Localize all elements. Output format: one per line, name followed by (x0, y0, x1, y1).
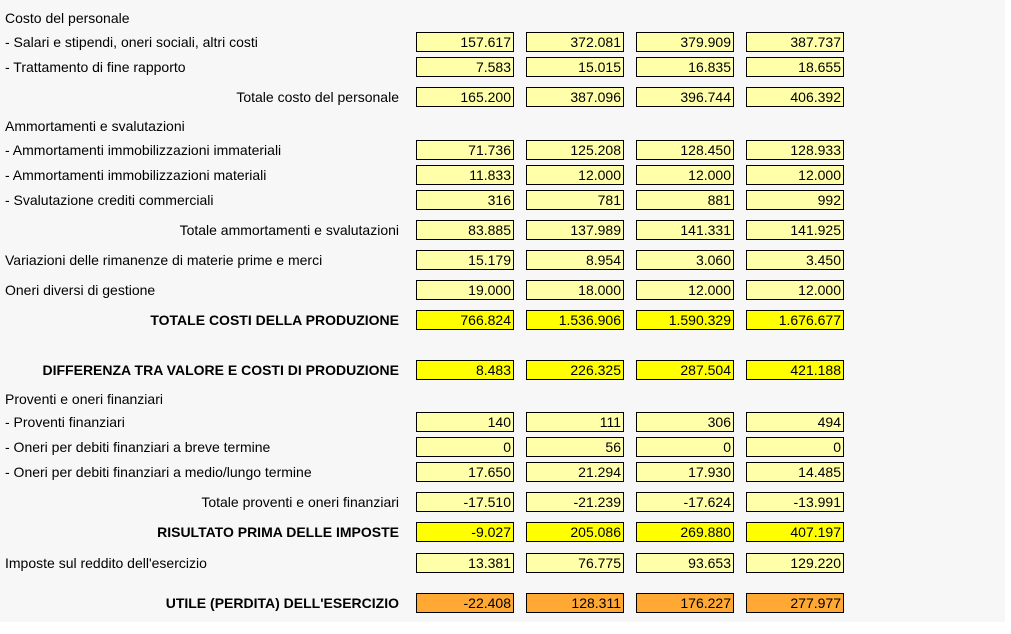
row-label: Ammortamenti e svalutazioni (5, 118, 185, 134)
row-label: Totale proventi e oneri finanziari (201, 494, 399, 510)
value-cell[interactable] (416, 593, 514, 613)
value-text: 3.060 (695, 252, 731, 268)
value-cell[interactable] (636, 220, 734, 240)
value-text: 17.650 (468, 464, 511, 480)
row-label: - Svalutazione crediti commerciali (5, 192, 214, 208)
value-cell[interactable] (416, 280, 514, 300)
row-label: - Salari e stipendi, oneri sociali, altri costi (5, 34, 258, 50)
value-text: 992 (817, 192, 841, 208)
value-text: 11.833 (469, 167, 511, 183)
value-text: 140 (487, 414, 511, 430)
value-text: 13.381 (468, 555, 511, 571)
value-cell[interactable] (636, 32, 734, 52)
value-text: 21.294 (578, 464, 621, 480)
value-cell[interactable] (416, 140, 514, 160)
value-text: 316 (487, 192, 511, 208)
value-text: 157.617 (460, 34, 511, 50)
value-text: 165.200 (460, 89, 511, 105)
value-cell[interactable] (746, 280, 844, 300)
value-cell[interactable] (636, 310, 734, 330)
value-text: 421.188 (790, 362, 841, 378)
value-text: 17.930 (688, 464, 731, 480)
value-text: 8.483 (475, 362, 511, 378)
value-text: 111 (599, 414, 621, 430)
table-row (0, 8, 1005, 28)
value-cell[interactable] (526, 593, 624, 613)
value-text: 287.504 (680, 362, 731, 378)
table-row (0, 116, 1005, 136)
value-text: 0 (723, 439, 731, 455)
value-text: 881 (707, 192, 731, 208)
value-text: 128.450 (680, 142, 731, 158)
value-cell[interactable] (636, 522, 734, 542)
value-cell[interactable] (636, 593, 734, 613)
value-text: -17.624 (683, 494, 731, 510)
value-text: 1.536.906 (558, 312, 621, 328)
row-label: - Proventi finanziari (5, 414, 125, 430)
row-label: Totale costo del personale (236, 89, 399, 105)
value-cell[interactable] (636, 437, 734, 457)
table-row (0, 310, 1005, 330)
value-text: 12.000 (578, 167, 621, 183)
value-cell[interactable] (746, 593, 844, 613)
table-row (0, 412, 1005, 432)
value-text: 3.450 (805, 252, 841, 268)
value-text: 137.989 (570, 222, 621, 238)
value-cell[interactable] (636, 462, 734, 482)
value-text: 781 (597, 192, 621, 208)
value-cell[interactable] (416, 462, 514, 482)
value-cell[interactable] (746, 412, 844, 432)
value-text: 226.325 (570, 362, 621, 378)
value-text: 71.736 (468, 142, 511, 158)
value-cell[interactable] (416, 190, 514, 210)
value-text: -21.239 (573, 494, 621, 510)
value-text: 407.197 (790, 524, 841, 540)
value-cell[interactable] (526, 522, 624, 542)
value-cell[interactable] (416, 522, 514, 542)
value-cell[interactable] (526, 553, 624, 573)
value-cell[interactable] (526, 412, 624, 432)
value-text: -17.510 (463, 494, 511, 510)
table-row (0, 360, 1005, 380)
table-row (0, 220, 1005, 240)
value-cell[interactable] (636, 492, 734, 512)
value-cell[interactable] (746, 165, 844, 185)
row-label: - Oneri per debiti finanziari a medio/lungo termine (5, 464, 312, 480)
table-row (0, 250, 1005, 270)
value-text: 176.227 (680, 595, 731, 611)
value-text: 306 (707, 414, 731, 430)
value-text: 0 (833, 439, 841, 455)
value-text: 129.220 (790, 555, 841, 571)
value-cell[interactable] (416, 412, 514, 432)
value-text: 0 (503, 439, 511, 455)
value-text: 141.925 (790, 222, 841, 238)
table-row (0, 593, 1005, 613)
row-label: Variazioni delle rimanenze di materie prime e merci (5, 252, 323, 268)
value-text: 125.208 (570, 142, 621, 158)
value-text: 269.880 (680, 524, 731, 540)
value-cell[interactable] (746, 492, 844, 512)
row-label: Totale ammortamenti e svalutazioni (179, 222, 399, 238)
value-text: 372.081 (570, 34, 621, 50)
value-text: 387.737 (790, 34, 841, 50)
value-text: 19.000 (468, 282, 511, 298)
value-cell[interactable] (746, 310, 844, 330)
value-text: 15.015 (578, 59, 621, 75)
table-row (0, 280, 1005, 300)
value-cell[interactable] (416, 87, 514, 107)
value-cell[interactable] (416, 360, 514, 380)
row-label: Costo del personale (5, 10, 130, 26)
value-cell[interactable] (416, 310, 514, 330)
value-cell[interactable] (636, 165, 734, 185)
row-label: - Ammortamenti immobilizzazioni materiali (5, 167, 267, 183)
value-cell[interactable] (636, 280, 734, 300)
row-label: Proventi e oneri finanziari (5, 391, 163, 407)
value-text: 83.885 (468, 222, 511, 238)
value-text: 93.653 (688, 555, 731, 571)
table-row (0, 437, 1005, 457)
value-text: 277.977 (790, 595, 841, 611)
value-cell[interactable] (526, 32, 624, 52)
value-text: 12.000 (688, 167, 731, 183)
value-text: 128.311 (571, 595, 621, 611)
row-label: UTILE (PERDITA) DELL'ESERCIZIO (165, 595, 399, 611)
table-row (0, 165, 1005, 185)
value-cell[interactable] (636, 57, 734, 77)
value-text: 76.775 (578, 555, 621, 571)
value-cell[interactable] (636, 87, 734, 107)
row-label: - Ammortamenti immobilizzazioni immateriali (5, 142, 282, 158)
value-cell[interactable] (746, 462, 844, 482)
table-row (0, 553, 1005, 573)
table-row (0, 389, 1005, 409)
row-label: - Trattamento di fine rapporto (5, 59, 186, 75)
value-cell[interactable] (746, 553, 844, 573)
value-cell[interactable] (416, 437, 514, 457)
value-cell[interactable] (636, 250, 734, 270)
value-text: 12.000 (798, 167, 841, 183)
table-row (0, 492, 1005, 512)
value-text: 18.000 (578, 282, 621, 298)
value-cell[interactable] (416, 57, 514, 77)
value-cell[interactable] (526, 360, 624, 380)
value-cell[interactable] (746, 220, 844, 240)
value-cell[interactable] (416, 220, 514, 240)
value-cell[interactable] (746, 87, 844, 107)
value-text: 12.000 (688, 282, 731, 298)
value-cell[interactable] (636, 360, 734, 380)
value-text: -9.027 (471, 524, 511, 540)
value-text: 1.590.329 (668, 312, 731, 328)
value-cell[interactable] (746, 32, 844, 52)
value-cell[interactable] (526, 492, 624, 512)
table-row (0, 190, 1005, 210)
value-cell[interactable] (526, 437, 624, 457)
value-text: 387.096 (570, 89, 621, 105)
value-text: 494 (817, 414, 841, 430)
value-cell[interactable] (526, 57, 624, 77)
value-text: 1.676.677 (778, 312, 841, 328)
value-text: 16.835 (688, 59, 731, 75)
value-cell[interactable] (746, 57, 844, 77)
table-row (0, 140, 1005, 160)
value-cell[interactable] (746, 522, 844, 542)
value-text: 205.086 (570, 524, 621, 540)
value-text: 12.000 (798, 282, 841, 298)
row-label: TOTALE COSTI DELLA PRODUZIONE (150, 312, 399, 328)
value-cell[interactable] (746, 360, 844, 380)
value-text: 7.583 (475, 59, 511, 75)
row-label: - Oneri per debiti finanziari a breve termine (5, 439, 271, 455)
value-cell[interactable] (526, 280, 624, 300)
value-cell[interactable] (746, 437, 844, 457)
value-cell[interactable] (526, 310, 624, 330)
value-cell[interactable] (416, 553, 514, 573)
value-text: 18.655 (798, 59, 841, 75)
value-text: 128.933 (790, 142, 841, 158)
table-row (0, 57, 1005, 77)
value-cell[interactable] (636, 412, 734, 432)
value-cell[interactable] (746, 140, 844, 160)
value-text: 15.179 (468, 252, 511, 268)
value-cell[interactable] (636, 190, 734, 210)
value-cell[interactable] (526, 220, 624, 240)
table-row (0, 462, 1005, 482)
value-cell[interactable] (746, 190, 844, 210)
value-text: 406.392 (790, 89, 841, 105)
value-cell[interactable] (526, 140, 624, 160)
value-cell[interactable] (636, 140, 734, 160)
value-text: 141.331 (680, 222, 731, 238)
value-text: 396.744 (680, 89, 731, 105)
value-cell[interactable] (416, 492, 514, 512)
value-cell[interactable] (526, 190, 624, 210)
value-cell[interactable] (526, 462, 624, 482)
value-cell[interactable] (636, 553, 734, 573)
value-cell[interactable] (416, 250, 514, 270)
table-row (0, 87, 1005, 107)
table-row (0, 522, 1005, 542)
value-cell[interactable] (416, 165, 514, 185)
value-text: -22.408 (463, 595, 511, 611)
row-label: DIFFERENZA TRA VALORE E COSTI DI PRODUZIONE (42, 362, 399, 378)
table-row (0, 32, 1005, 52)
value-cell[interactable] (416, 32, 514, 52)
row-label: Imposte sul reddito dell'esercizio (5, 555, 207, 571)
value-text: 56 (605, 439, 621, 455)
value-cell[interactable] (526, 250, 624, 270)
row-label: RISULTATO PRIMA DELLE IMPOSTE (157, 524, 399, 540)
row-label: Oneri diversi di gestione (5, 282, 156, 298)
value-cell[interactable] (746, 250, 844, 270)
value-cell[interactable] (526, 165, 624, 185)
value-text: -13.991 (793, 494, 841, 510)
value-text: 379.909 (680, 34, 731, 50)
value-text: 14.485 (798, 464, 841, 480)
value-text: 8.954 (585, 252, 621, 268)
value-cell[interactable] (526, 87, 624, 107)
value-text: 766.824 (460, 312, 511, 328)
